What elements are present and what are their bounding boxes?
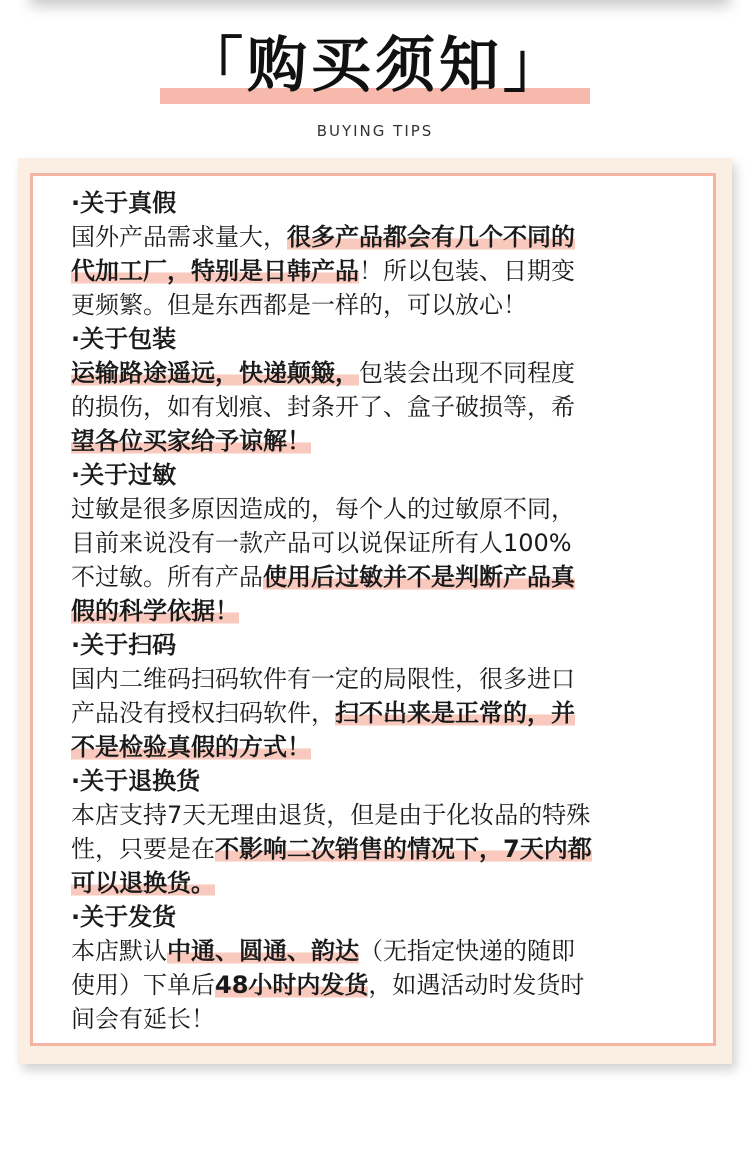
- highlighted-text: 代加工厂，特别是日韩产品: [71, 257, 359, 285]
- plain-text: 目前来说没有一款产品可以说保证所有人100%: [71, 529, 572, 557]
- section-title: ·关于扫码: [71, 631, 177, 659]
- plain-text: 本店默认: [71, 937, 167, 965]
- section-text-line: [71, 934, 691, 968]
- section-title: ·关于包装: [71, 325, 177, 353]
- plain-text: 更频繁。但是东西都是一样的，可以放心！: [71, 291, 527, 319]
- tip-section: [71, 458, 691, 628]
- highlighted-text: 很多产品都会有几个不同的: [287, 223, 575, 251]
- section-text-line: [71, 424, 691, 458]
- section-text-line: [71, 968, 691, 1002]
- section-title: ·关于真假: [71, 189, 177, 217]
- section-text-line: [71, 730, 691, 764]
- section-text-line: [71, 866, 691, 900]
- plain-text: 本店支持7天无理由退货，但是由于化妆品的特殊: [71, 801, 591, 829]
- tip-section: [71, 764, 691, 900]
- plain-text: 间会有延长！: [71, 1005, 215, 1033]
- section-text-line: [71, 526, 691, 560]
- section-text-line: [71, 254, 691, 288]
- section-text-line: [71, 798, 691, 832]
- plain-text: 的损伤，如有划痕、封条开了、盒子破损等，希: [71, 393, 575, 421]
- plain-text: 国外产品需求量大，: [71, 223, 287, 251]
- section-text-line: [71, 1002, 691, 1036]
- section-title: ·关于发货: [71, 903, 177, 931]
- section-text-line: [71, 594, 691, 628]
- tip-section: [71, 628, 691, 764]
- section-text-line: [71, 288, 691, 322]
- highlighted-text: 48小时内发货: [215, 971, 369, 999]
- header: [0, 0, 750, 150]
- section-text-line: [71, 662, 691, 696]
- plain-text: 不过敏。所有产品: [71, 563, 263, 591]
- tips-content: [71, 186, 691, 1036]
- plain-text: 包装会出现不同程度: [359, 359, 575, 387]
- highlighted-text: 运输路途遥远，快递颠簸，: [71, 359, 359, 387]
- highlighted-text: 可以退换货。: [71, 869, 215, 897]
- plain-text: 国内二维码扫码软件有一定的局限性，很多进口: [71, 665, 575, 693]
- plain-text: 性，只要是在: [71, 835, 215, 863]
- section-text-line: [71, 220, 691, 254]
- section-text-line: [71, 560, 691, 594]
- highlighted-text: 不是检验真假的方式！: [71, 733, 311, 761]
- section-text-line: [71, 492, 691, 526]
- section-text-line: [71, 390, 691, 424]
- plain-text: 过敏是很多原因造成的，每个人的过敏原不同，: [71, 495, 575, 523]
- plain-text: ！所以包装、日期变: [359, 257, 575, 285]
- highlighted-text: 扫不出来是正常的，并: [335, 699, 575, 727]
- page-subtitle: BUYING TIPS: [316, 122, 434, 140]
- tips-card: [30, 173, 716, 1046]
- tip-section: [71, 900, 691, 1036]
- highlighted-text: 不影响二次销售的情况下，7天内都: [215, 835, 592, 863]
- highlighted-text: 使用后过敏并不是判断产品真: [263, 563, 575, 591]
- section-title: ·关于退换货: [71, 767, 201, 795]
- plain-text: 产品没有授权扫码软件，: [71, 699, 335, 727]
- section-text-line: [71, 696, 691, 730]
- section-title: ·关于过敏: [71, 461, 177, 489]
- highlighted-text: 假的科学依据！: [71, 597, 239, 625]
- plain-text: 使用）下单后: [71, 971, 215, 999]
- tip-section: [71, 186, 691, 322]
- highlighted-text: 中通、圆通、韵达: [167, 937, 359, 965]
- tip-section: [71, 322, 691, 458]
- highlighted-text: 望各位买家给予谅解！: [71, 427, 311, 455]
- page-title: 「购买须知」: [183, 31, 567, 101]
- section-text-line: [71, 356, 691, 390]
- section-text-line: [71, 832, 691, 866]
- plain-text: ，如遇活动时发货时: [368, 971, 585, 999]
- plain-text: （无指定快递的随即: [359, 937, 575, 965]
